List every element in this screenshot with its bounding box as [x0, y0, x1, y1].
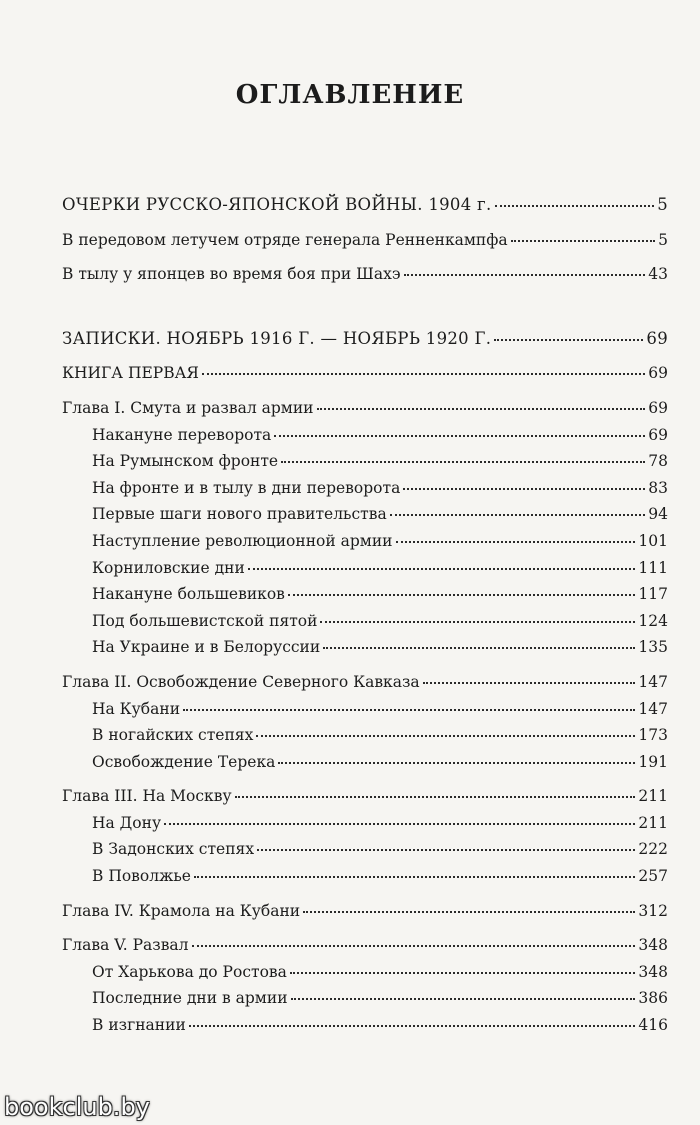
toc-entry[interactable]: [62, 227, 668, 254]
dot-leader: [423, 682, 636, 684]
toc-entry-label: Под большевистской пятой: [92, 611, 318, 630]
toc-page-number: 191: [638, 752, 668, 771]
toc-entry-label: Накануне переворота: [92, 425, 272, 444]
toc-entry-label: Накануне большевиков: [92, 585, 285, 604]
toc-entry-label: В Поволжье: [92, 867, 191, 886]
toc-page-number: 101: [638, 531, 668, 550]
toc-entry-section[interactable]: [62, 555, 668, 582]
toc-page-number: 78: [648, 452, 668, 471]
toc-page-number: 69: [646, 328, 668, 348]
toc-entry-label: В тылу у японцев во время боя при Шахэ: [62, 265, 401, 284]
dot-leader: [320, 621, 635, 623]
dot-leader: [189, 1025, 636, 1027]
toc-entry-label: Корниловские дни: [92, 558, 245, 577]
toc-page-number: 43: [648, 265, 668, 284]
toc-entry-label: Глава I. Смута и развал армии: [62, 398, 314, 417]
toc-entry-section[interactable]: [62, 501, 668, 528]
toc-page-number: 83: [648, 478, 668, 497]
toc-entry-label: ОЧЕРКИ РУССКО-ЯПОНСКОЙ ВОЙНЫ. 1904 г.: [62, 195, 492, 214]
toc-entry-label: На Украине и в Белоруссии: [92, 638, 321, 657]
toc-page-number: 94: [648, 505, 668, 524]
toc-entry-section[interactable]: [62, 608, 668, 635]
toc-entry-chapter[interactable]: [62, 783, 668, 810]
toc-page-number: 124: [638, 611, 668, 630]
toc-entry-chapter[interactable]: [62, 898, 668, 925]
toc-entry-section[interactable]: [62, 1012, 668, 1039]
toc-entry-book[interactable]: [62, 360, 668, 387]
toc-entry-section[interactable]: [62, 722, 668, 749]
dot-leader: [303, 911, 635, 913]
toc-entry-label: В Задонских степях: [92, 840, 255, 859]
toc-entry-section[interactable]: [62, 528, 668, 555]
dot-leader: [183, 709, 635, 711]
toc-entry-section[interactable]: [62, 959, 668, 986]
toc-page-number: 69: [648, 398, 668, 417]
page-title: ОГЛАВЛЕНИЕ: [235, 80, 465, 110]
toc-entry-label: Последние дни в армии: [92, 989, 288, 1008]
toc-entry-part[interactable]: [62, 326, 668, 353]
dot-leader: [278, 762, 635, 764]
toc-page-number: 147: [638, 699, 668, 718]
toc-page-number: 348: [638, 962, 668, 981]
toc-entry-label: Глава IV. Крамола на Кубани: [62, 901, 301, 920]
dot-leader: [235, 796, 636, 798]
toc-entry-label: В изгнании: [92, 1016, 186, 1035]
toc-entry-section[interactable]: [62, 475, 668, 502]
dot-leader: [403, 488, 645, 490]
dot-leader: [495, 205, 655, 207]
toc-entry-label: На Дону: [92, 813, 162, 832]
toc-entry-chapter[interactable]: [62, 669, 668, 696]
toc-entry-section[interactable]: [62, 863, 668, 890]
toc-entry-label: На фронте и в тылу в дни переворота: [92, 478, 401, 497]
toc-page-number: 386: [638, 989, 668, 1008]
toc-entry-label: Глава II. Освобождение Северного Кавказа: [62, 672, 420, 691]
toc-page-number: 69: [648, 425, 668, 444]
toc-page-number: 147: [638, 672, 668, 691]
toc-entry-label: На Кубани: [92, 699, 181, 718]
toc-entry-label: КНИГА ПЕРВАЯ: [62, 364, 199, 383]
dot-leader: [396, 541, 636, 543]
table-of-contents: [62, 192, 668, 1039]
toc-entry-section[interactable]: [62, 985, 668, 1012]
toc-entry[interactable]: [62, 261, 668, 288]
dot-leader: [274, 435, 645, 437]
toc-entry-section[interactable]: [62, 836, 668, 863]
dot-leader: [164, 823, 635, 825]
toc-entry-label: От Харькова до Ростова: [92, 962, 287, 981]
toc-page-number: 5: [657, 195, 668, 214]
toc-entry-section[interactable]: [62, 448, 668, 475]
toc-page-number: 5: [658, 230, 668, 249]
toc-entry-part[interactable]: [62, 192, 668, 219]
toc-page-number: 211: [638, 813, 668, 832]
dot-leader: [511, 240, 655, 242]
toc-entry-label: Глава V. Развал: [62, 936, 189, 955]
dot-leader: [323, 647, 635, 649]
dot-leader: [248, 568, 636, 570]
toc-entry-section[interactable]: [62, 810, 668, 837]
toc-page-number: 257: [638, 867, 668, 886]
toc-page-number: 416: [638, 1016, 668, 1035]
toc-entry-label: В передовом летучем отряде генерала Ренненкампфа: [62, 230, 508, 249]
toc-entry-label: Наступление революционной армии: [92, 531, 393, 550]
dot-leader: [390, 514, 646, 516]
dot-leader: [256, 735, 635, 737]
toc-entry-chapter[interactable]: [62, 932, 668, 959]
dot-leader: [257, 849, 635, 851]
dot-leader: [404, 274, 646, 276]
dot-leader: [281, 461, 645, 463]
toc-page-number: 348: [638, 936, 668, 955]
toc-entry-label: Глава III. На Москву: [62, 787, 232, 806]
toc-entry-label: Освобождение Терека: [92, 752, 276, 771]
toc-page-number: 111: [638, 558, 668, 577]
toc-entry-section[interactable]: [62, 749, 668, 776]
toc-entry-label: Первые шаги нового правительства: [92, 505, 387, 524]
toc-entry-section[interactable]: [62, 696, 668, 723]
watermark: bookclub.by: [4, 1093, 150, 1121]
toc-page-number: 211: [638, 787, 668, 806]
toc-page-number: 135: [638, 638, 668, 657]
toc-entry-label: ЗАПИСКИ. НОЯБРЬ 1916 Г. — НОЯБРЬ 1920 Г.: [62, 328, 492, 348]
toc-entry-label: На Румынском фронте: [92, 452, 279, 471]
toc-entry-section[interactable]: [62, 581, 668, 608]
toc-page-number: 69: [648, 364, 668, 383]
dot-leader: [202, 373, 645, 375]
dot-leader: [317, 408, 646, 410]
dot-leader: [192, 945, 636, 947]
toc-page-number: 312: [638, 901, 668, 920]
dot-leader: [494, 339, 643, 341]
toc-entry-section[interactable]: [62, 634, 668, 661]
toc-entry-chapter[interactable]: [62, 395, 668, 422]
toc-page-number: 117: [638, 585, 668, 604]
dot-leader: [291, 998, 636, 1000]
toc-page-number: 222: [638, 840, 668, 859]
toc-entry-section[interactable]: [62, 422, 668, 449]
dot-leader: [290, 972, 636, 974]
toc-entry-label: В ногайских степях: [92, 726, 254, 745]
toc-page-number: 173: [638, 726, 668, 745]
dot-leader: [194, 876, 635, 878]
dot-leader: [288, 594, 636, 596]
